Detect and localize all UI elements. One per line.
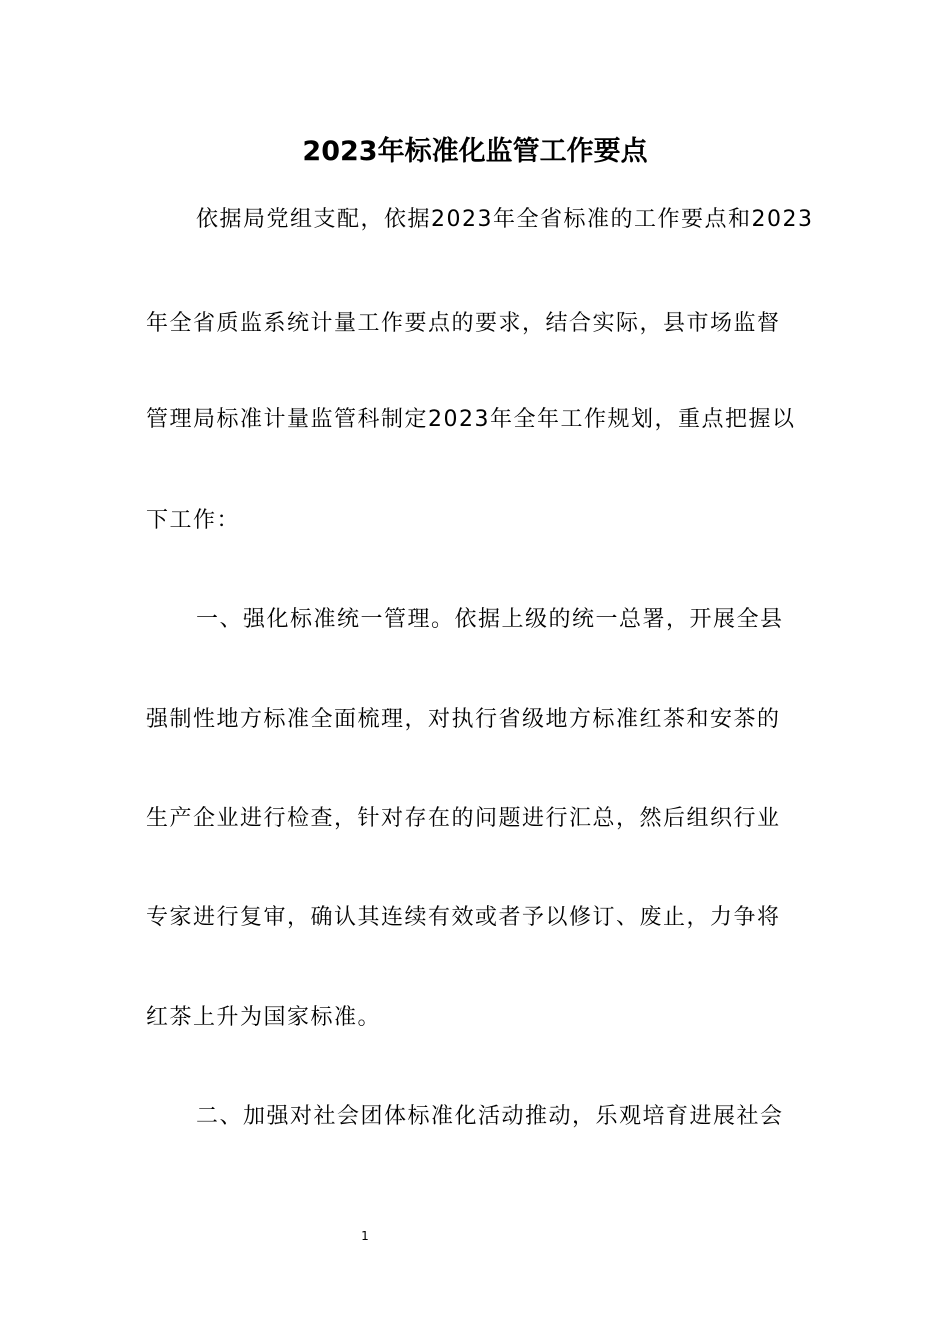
paragraph-line: 一、强化标准统一管理。依据上级的统一总署，开展全县 — [196, 607, 784, 632]
paragraph-line: 下工作： — [146, 508, 241, 533]
paragraph-line: 生产企业进行检查，针对存在的问题进行汇总，然后组织行业 — [146, 806, 781, 831]
paragraph-line: 依据局党组支配，依据2023年全省标准的工作要点和2023 — [196, 207, 814, 232]
document-title: 2023年标准化监管工作要点 — [302, 136, 648, 167]
paragraph-line: 红茶上升为国家标准。 — [146, 1005, 382, 1030]
paragraph-line: 强制性地方标准全面梳理，对执行省级地方标准红茶和安茶的 — [146, 707, 781, 732]
page-number: 1 — [361, 1229, 369, 1243]
paragraph-line: 专家进行复审，确认其连续有效或者予以修订、废止，力争将 — [146, 905, 781, 930]
paragraph-line: 管理局标准计量监管科制定2023年全年工作规划，重点把握以 — [146, 407, 796, 432]
paragraph-line: 年全省质监系统计量工作要点的要求，结合实际，县市场监督 — [146, 311, 781, 336]
paragraph-line: 二、加强对社会团体标准化活动推动，乐观培育进展社会 — [196, 1104, 784, 1129]
